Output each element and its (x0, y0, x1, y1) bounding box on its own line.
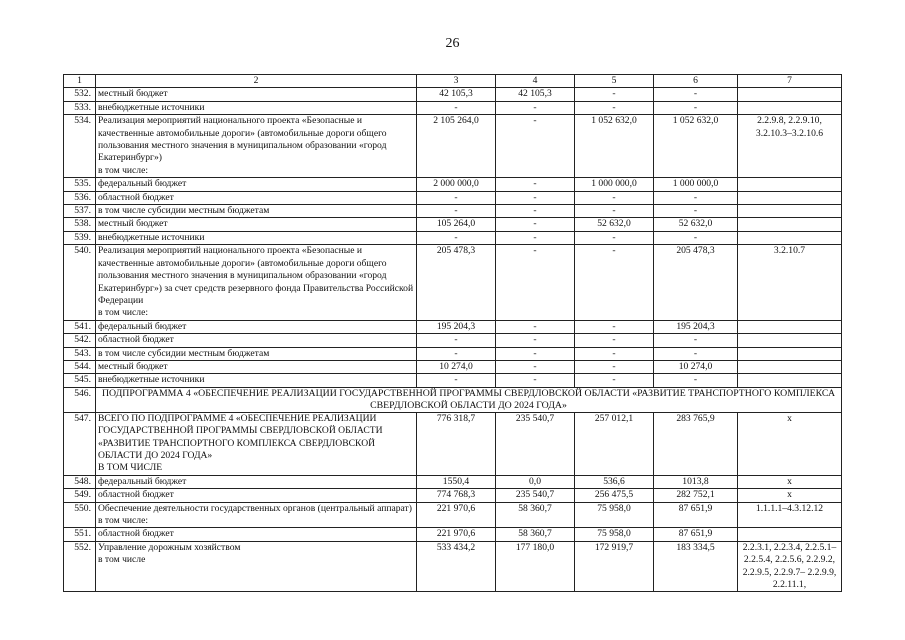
subprogram-title: ПОДПРОГРАММА 4 «ОБЕСПЕЧЕНИЕ РЕАЛИЗАЦИИ ГОСУДАРСТВЕННОЙ ПРОГРАММЫ СВЕРДЛОВСКОЙ ОБЛАСТИ «РАЗВИТИЕ ТРАНСПОРТНОГО КОМПЛЕКСА СВЕРДЛОВСКОЙ ОБЛАСТИ ДО 2024 ГОДА» (96, 387, 842, 412)
value-total: - (417, 334, 496, 347)
value-total: 776 318,7 (417, 412, 496, 475)
row-name: Управление дорожным хозяйством в том числе (96, 541, 417, 592)
row-name: областной бюджет (96, 334, 417, 347)
table-row (64, 374, 842, 387)
header-cell: 1 (64, 75, 96, 88)
value-year-2: - (575, 191, 654, 204)
target-refs (738, 320, 842, 333)
value-total: 2 000 000,0 (417, 178, 496, 191)
value-year-2: 536,6 (575, 475, 654, 488)
header-cell: 7 (738, 75, 842, 88)
value-total: 2 105 264,0 (417, 115, 496, 178)
value-year-1: - (496, 191, 575, 204)
table-row (64, 101, 842, 114)
row-number: 547. (64, 412, 96, 475)
target-refs (738, 528, 842, 541)
value-total: - (417, 205, 496, 218)
value-year-2: - (575, 88, 654, 101)
header-row (64, 75, 842, 88)
row-name: Обеспечение деятельности государственных органов (центральный аппарат) в том числе: (96, 502, 417, 528)
value-year-1: - (496, 360, 575, 373)
header-cell: 3 (417, 75, 496, 88)
row-name: местный бюджет (96, 360, 417, 373)
target-refs (738, 178, 842, 191)
value-year-1: - (496, 320, 575, 333)
target-refs: x (738, 475, 842, 488)
value-total: - (417, 191, 496, 204)
value-total: 195 204,3 (417, 320, 496, 333)
row-number: 552. (64, 541, 96, 592)
row-name: в том числе субсидии местным бюджетам (96, 347, 417, 360)
value-year-3: 205 478,3 (654, 245, 738, 320)
value-total: 533 434,2 (417, 541, 496, 592)
value-year-2: 75 958,0 (575, 528, 654, 541)
target-refs (738, 374, 842, 387)
value-year-3: 52 632,0 (654, 218, 738, 231)
value-total: - (417, 347, 496, 360)
value-year-2: 75 958,0 (575, 502, 654, 528)
value-year-3: 183 334,5 (654, 541, 738, 592)
row-number: 537. (64, 205, 96, 218)
row-name: местный бюджет (96, 88, 417, 101)
value-total: 105 264,0 (417, 218, 496, 231)
value-year-3: - (654, 101, 738, 114)
value-year-1: - (496, 334, 575, 347)
value-year-1: 42 105,3 (496, 88, 575, 101)
target-refs (738, 191, 842, 204)
row-number: 542. (64, 334, 96, 347)
value-year-3: - (654, 231, 738, 244)
value-total: 10 274,0 (417, 360, 496, 373)
value-year-2: 1 000 000,0 (575, 178, 654, 191)
row-number: 538. (64, 218, 96, 231)
row-number: 545. (64, 374, 96, 387)
row-number: 539. (64, 231, 96, 244)
value-year-3: 87 651,9 (654, 502, 738, 528)
value-total: 1550,4 (417, 475, 496, 488)
value-year-1: - (496, 178, 575, 191)
table-row (64, 475, 842, 488)
value-year-2: - (575, 334, 654, 347)
row-number: 536. (64, 191, 96, 204)
target-refs: 2.2.3.1, 2.2.3.4, 2.2.5.1–2.2.5.4, 2.2.5.6, 2.2.9.2, 2.2.9.5, 2.2.9.7– 2.2.9.9, 2.2.11.1, (738, 541, 842, 592)
value-year-2: 256 475,5 (575, 489, 654, 502)
header-cell: 5 (575, 75, 654, 88)
table-row (64, 541, 842, 592)
value-year-2: 1 052 632,0 (575, 115, 654, 178)
value-year-1: - (496, 205, 575, 218)
table-row (64, 231, 842, 244)
value-year-1: 58 360,7 (496, 528, 575, 541)
table-row (64, 489, 842, 502)
value-year-1: 235 540,7 (496, 412, 575, 475)
row-number: 543. (64, 347, 96, 360)
row-number: 544. (64, 360, 96, 373)
row-name: областной бюджет (96, 489, 417, 502)
header-cell: 4 (496, 75, 575, 88)
row-name: областной бюджет (96, 528, 417, 541)
target-refs (738, 218, 842, 231)
row-number: 550. (64, 502, 96, 528)
value-year-2: - (575, 374, 654, 387)
row-name: ВСЕГО ПО ПОДПРОГРАММЕ 4 «ОБЕСПЕЧЕНИЕ РЕАЛИЗАЦИИ ГОСУДАРСТВЕННОЙ ПРОГРАММЫ СВЕРДЛОВСКОЙ ОБЛАСТИ «РАЗВИТИЕ ТРАНСПОРТНОГО КОМПЛЕКСА СВЕРДЛОВСКОЙ ОБЛАСТИ ДО 2024 ГОДА» В ТОМ ЧИСЛЕ (96, 412, 417, 475)
value-year-3: - (654, 191, 738, 204)
value-total: 205 478,3 (417, 245, 496, 320)
value-year-3: 283 765,9 (654, 412, 738, 475)
target-refs: x (738, 412, 842, 475)
value-total: 42 105,3 (417, 88, 496, 101)
value-year-2: - (575, 347, 654, 360)
row-number: 546. (64, 387, 96, 412)
budget-table (63, 74, 842, 592)
row-name: Реализация мероприятий национального проекта «Безопасные и качественные автомобильные дороги» (автомобильные дороги общего пользования местного значения в муниципальном образовании «город Екатеринбург») в том числе: (96, 115, 417, 178)
value-year-2: 257 012,1 (575, 412, 654, 475)
value-year-1: - (496, 231, 575, 244)
value-year-2: - (575, 360, 654, 373)
target-refs: 3.2.10.7 (738, 245, 842, 320)
value-year-3: - (654, 334, 738, 347)
table-row (64, 334, 842, 347)
value-year-1: - (496, 347, 575, 360)
row-number: 548. (64, 475, 96, 488)
value-year-2: - (575, 245, 654, 320)
row-name: местный бюджет (96, 218, 417, 231)
row-name: в том числе субсидии местным бюджетам (96, 205, 417, 218)
value-year-1: 0,0 (496, 475, 575, 488)
table-row (64, 115, 842, 178)
header-cell: 2 (96, 75, 417, 88)
row-number: 533. (64, 101, 96, 114)
target-refs (738, 334, 842, 347)
value-total: - (417, 231, 496, 244)
row-name: внебюджетные источники (96, 231, 417, 244)
value-year-1: - (496, 245, 575, 320)
value-total: 221 970,6 (417, 528, 496, 541)
value-year-3: 1 052 632,0 (654, 115, 738, 178)
row-number: 549. (64, 489, 96, 502)
value-year-1: - (496, 218, 575, 231)
value-year-2: 172 919,7 (575, 541, 654, 592)
row-number: 540. (64, 245, 96, 320)
row-name: областной бюджет (96, 191, 417, 204)
value-year-2: - (575, 205, 654, 218)
row-number: 541. (64, 320, 96, 333)
value-year-2: - (575, 101, 654, 114)
value-year-2: - (575, 231, 654, 244)
page-number: 26 (445, 36, 460, 51)
value-year-3: 1013,8 (654, 475, 738, 488)
table-row (64, 178, 842, 191)
row-number: 532. (64, 88, 96, 101)
value-year-1: - (496, 115, 575, 178)
value-year-3: - (654, 374, 738, 387)
row-name: федеральный бюджет (96, 178, 417, 191)
row-name: федеральный бюджет (96, 475, 417, 488)
row-name: внебюджетные источники (96, 101, 417, 114)
target-refs (738, 101, 842, 114)
target-refs (738, 360, 842, 373)
table-row (64, 412, 842, 475)
table-row (64, 528, 842, 541)
value-year-1: 58 360,7 (496, 502, 575, 528)
target-refs: x (738, 489, 842, 502)
table-row (64, 205, 842, 218)
row-number: 534. (64, 115, 96, 178)
row-number: 551. (64, 528, 96, 541)
value-year-3: - (654, 88, 738, 101)
target-refs (738, 205, 842, 218)
table-row (64, 320, 842, 333)
value-total: 221 970,6 (417, 502, 496, 528)
row-name: Реализация мероприятий национального проекта «Безопасные и качественные автомобильные дороги» (автомобильные дороги общего пользования местного значения в муниципальном образовании «город Екатеринбург») за счет средств резервного фонда Правительства Российской Федерации в том числе: (96, 245, 417, 320)
value-total: - (417, 101, 496, 114)
target-refs (738, 347, 842, 360)
row-number: 535. (64, 178, 96, 191)
value-year-3: 87 651,9 (654, 528, 738, 541)
table-row (64, 88, 842, 101)
header-cell: 6 (654, 75, 738, 88)
subprogram-row (64, 387, 842, 412)
value-year-3: 10 274,0 (654, 360, 738, 373)
value-year-3: - (654, 205, 738, 218)
row-name: внебюджетные источники (96, 374, 417, 387)
table-row (64, 502, 842, 528)
target-refs (738, 88, 842, 101)
target-refs (738, 231, 842, 244)
value-year-2: - (575, 320, 654, 333)
table-row (64, 218, 842, 231)
target-refs: 1.1.1.1–4.3.12.12 (738, 502, 842, 528)
value-year-1: 235 540,7 (496, 489, 575, 502)
target-refs: 2.2.9.8, 2.2.9.10, 3.2.10.3–3.2.10.6 (738, 115, 842, 178)
table-row (64, 191, 842, 204)
value-year-3: 1 000 000,0 (654, 178, 738, 191)
value-total: 774 768,3 (417, 489, 496, 502)
value-year-3: - (654, 347, 738, 360)
value-year-1: 177 180,0 (496, 541, 575, 592)
table-row (64, 347, 842, 360)
value-year-2: 52 632,0 (575, 218, 654, 231)
table-row (64, 360, 842, 373)
row-name: федеральный бюджет (96, 320, 417, 333)
value-total: - (417, 374, 496, 387)
table-row (64, 245, 842, 320)
value-year-3: 282 752,1 (654, 489, 738, 502)
value-year-1: - (496, 101, 575, 114)
value-year-1: - (496, 374, 575, 387)
value-year-3: 195 204,3 (654, 320, 738, 333)
